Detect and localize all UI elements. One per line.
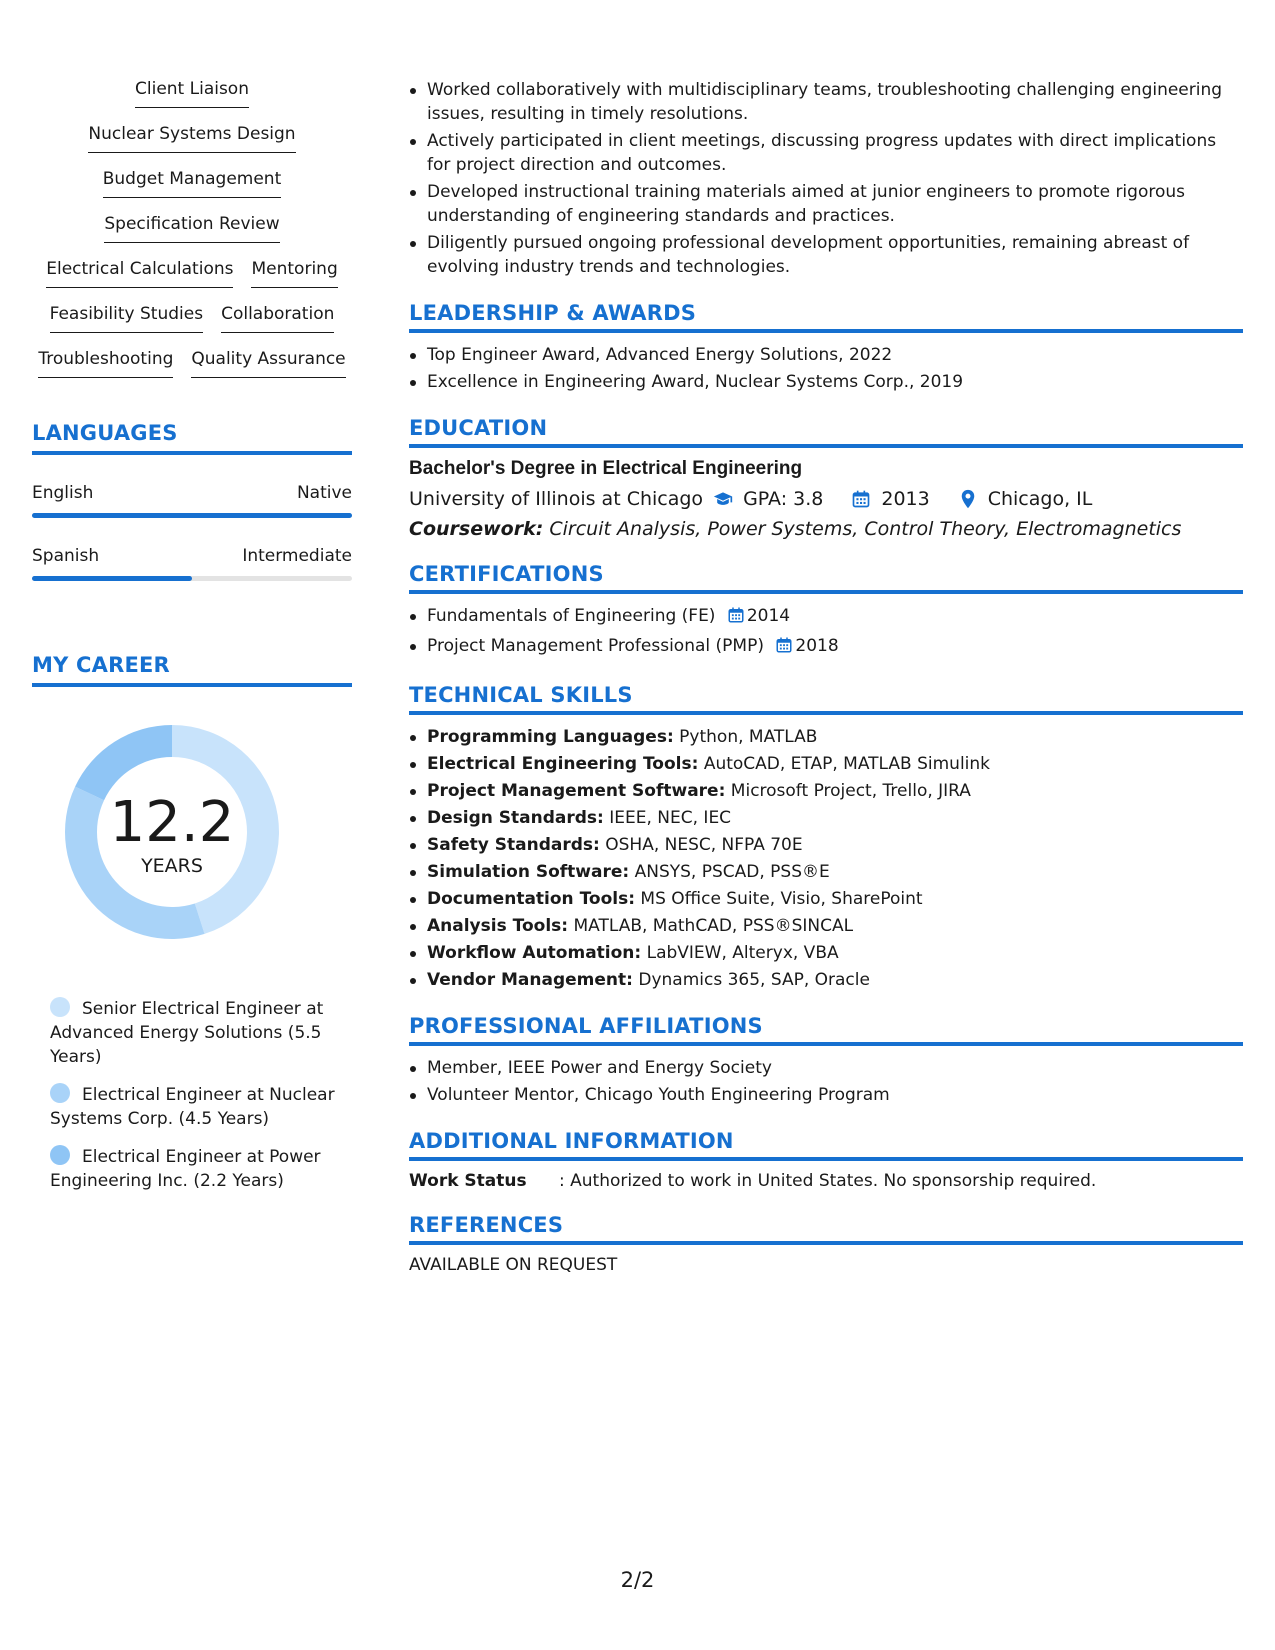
technical-skill-label: Safety Standards: <box>427 835 600 855</box>
language-name: Spanish <box>32 546 100 566</box>
skill-chip: Troubleshooting <box>38 348 173 378</box>
affiliations-title: PROFESSIONAL AFFILIATIONS <box>409 1014 1243 1046</box>
certifications-title: CERTIFICATIONS <box>409 562 1243 594</box>
references-text: AVAILABLE ON REQUEST <box>409 1255 618 1275</box>
language-bar <box>32 513 352 518</box>
skills-list <box>32 78 352 393</box>
skills-row <box>32 123 352 168</box>
list-item: Member, IEEE Power and Energy Society <box>427 1056 1243 1080</box>
languages-title: LANGUAGES <box>32 421 352 455</box>
technical-skill-item <box>427 833 1243 857</box>
education-school: University of Illinois at Chicago <box>409 488 704 510</box>
skills-row <box>32 213 352 258</box>
language-bar-fill <box>32 513 352 518</box>
language-row <box>32 483 352 503</box>
career-legend-label: Senior Electrical Engineer at Advanced Energy Solutions (5.5 Years) <box>50 999 324 1067</box>
skill-chip: Feasibility Studies <box>50 303 203 333</box>
additional-info-row <box>409 1171 1243 1191</box>
skill-chip: Mentoring <box>251 258 337 288</box>
technical-skill-value: Dynamics 365, SAP, Oracle <box>638 970 870 990</box>
technical-skills-list <box>409 725 1243 992</box>
language-name: English <box>32 483 94 503</box>
list-item: Diligently pursued ongoing professional development opportunities, remaining abreast of evolving industry trends and technologies. <box>427 231 1243 279</box>
language-bar <box>32 576 352 581</box>
technical-skill-label: Project Management Software: <box>427 781 726 801</box>
work-status-value: : Authorized to work in United States. No sponsorship required. <box>559 1171 1097 1191</box>
career-donut-segment <box>75 725 172 800</box>
certification-item <box>427 604 1243 631</box>
languages-list <box>32 483 352 581</box>
career-legend-item <box>50 1083 352 1131</box>
language-level: Native <box>296 483 352 503</box>
career-legend-label: Electrical Engineer at Power Engineering Inc. (2.2 Years) <box>50 1147 321 1191</box>
technical-skill-value: ANSYS, PSCAD, PSS®E <box>634 862 830 882</box>
list-item: Developed instructional training materials aimed at junior engineers to promote rigorous understanding of engineering standards and practices. <box>427 180 1243 228</box>
coursework-label: Coursework: <box>409 518 544 540</box>
technical-skill-value: IEEE, NEC, IEC <box>609 808 732 828</box>
career-section <box>32 653 352 1193</box>
skills-row <box>32 78 352 123</box>
skill-chip: Specification Review <box>104 213 279 243</box>
coursework-text: Circuit Analysis, Power Systems, Control Theory, Electromagnetics <box>549 518 1182 540</box>
calendar-icon <box>727 606 745 631</box>
technical-skill-label: Vendor Management: <box>427 970 633 990</box>
technical-skill-label: Design Standards: <box>427 808 604 828</box>
technical-skill-item <box>427 779 1243 803</box>
technical-skill-label: Workflow Automation: <box>427 943 642 963</box>
skills-row <box>32 168 352 213</box>
skill-chip: Electrical Calculations <box>46 258 233 288</box>
technical-skill-item <box>427 968 1243 992</box>
technical-skill-value: MS Office Suite, Visio, SharePoint <box>640 889 923 909</box>
language-row <box>32 546 352 566</box>
career-unit: YEARS <box>141 855 203 877</box>
technical-skill-value: AutoCAD, ETAP, MATLAB Simulink <box>703 754 991 774</box>
career-legend-item <box>50 997 352 1069</box>
leadership-list <box>409 343 1243 394</box>
technical-skill-item <box>427 941 1243 965</box>
language-bar-fill <box>32 576 192 581</box>
education-coursework <box>409 518 1243 540</box>
career-legend-label: Electrical Engineer at Nuclear Systems Corp. (4.5 Years) <box>50 1085 335 1129</box>
technical-skill-item <box>427 887 1243 911</box>
certification-name: Fundamentals of Engineering (FE) <box>427 606 716 626</box>
technical-skill-item <box>427 752 1243 776</box>
skill-chip: Collaboration <box>221 303 334 333</box>
education-details <box>409 488 1243 510</box>
list-item: Top Engineer Award, Advanced Energy Solutions, 2022 <box>427 343 1243 367</box>
technical-skill-label: Programming Languages: <box>427 727 674 747</box>
references-title: REFERENCES <box>409 1213 1243 1245</box>
leadership-title: LEADERSHIP & AWARDS <box>409 301 1243 333</box>
certifications-list <box>409 604 1243 661</box>
skill-chip: Budget Management <box>103 168 282 198</box>
technical-skill-value: OSHA, NESC, NFPA 70E <box>605 835 803 855</box>
technical-skills-title: TECHNICAL SKILLS <box>409 683 1243 715</box>
certification-name: Project Management Professional (PMP) <box>427 636 764 656</box>
skills-row <box>32 348 352 393</box>
experience-bullets <box>409 78 1243 279</box>
career-legend <box>32 997 352 1193</box>
technical-skill-item <box>427 806 1243 830</box>
career-legend-dot <box>50 997 70 1017</box>
technical-skill-value: LabVIEW, Alteryx, VBA <box>646 943 839 963</box>
list-item: Actively participated in client meetings, discussing progress updates with direct implications for project direction and outcomes. <box>427 129 1243 177</box>
certification-year: 2018 <box>795 636 839 656</box>
calendar-icon <box>851 489 871 509</box>
education-degree: Bachelor's Degree in Electrical Engineering <box>409 458 803 479</box>
work-status-label: Work Status <box>409 1171 527 1191</box>
education-location: Chicago, IL <box>987 488 1093 510</box>
list-item: Worked collaboratively with multidisciplinary teams, troubleshooting challenging engineering issues, resulting in timely resolutions. <box>427 78 1243 126</box>
technical-skill-item <box>427 725 1243 749</box>
technical-skill-label: Documentation Tools: <box>427 889 636 909</box>
certification-item <box>427 634 1243 661</box>
map-pin-icon <box>958 489 978 509</box>
page-number: 2/2 <box>620 1568 655 1592</box>
career-title: MY CAREER <box>32 653 352 687</box>
certification-year: 2014 <box>746 606 791 626</box>
skills-row <box>32 258 352 303</box>
technical-skill-value: Python, MATLAB <box>679 727 818 747</box>
right-column <box>409 78 1243 1275</box>
technical-skill-value: MATLAB, MathCAD, PSS®SINCAL <box>573 916 854 936</box>
technical-skill-value: Microsoft Project, Trello, JIRA <box>730 781 971 801</box>
language-level: Intermediate <box>242 546 352 566</box>
career-legend-dot <box>50 1145 70 1165</box>
technical-skill-item <box>427 914 1243 938</box>
education-year: 2013 <box>881 488 930 510</box>
career-donut <box>32 725 352 965</box>
list-item: Excellence in Engineering Award, Nuclear Systems Corp., 2019 <box>427 370 1243 394</box>
graduation-cap-icon <box>713 489 733 509</box>
technical-skill-label: Simulation Software: <box>427 862 630 882</box>
skill-chip: Quality Assurance <box>191 348 345 378</box>
education-title: EDUCATION <box>409 416 1243 448</box>
list-item: Volunteer Mentor, Chicago Youth Engineering Program <box>427 1083 1243 1107</box>
technical-skill-item <box>427 860 1243 884</box>
affiliations-list <box>409 1056 1243 1107</box>
career-legend-item <box>50 1145 352 1193</box>
technical-skill-label: Electrical Engineering Tools: <box>427 754 699 774</box>
skill-chip: Nuclear Systems Design <box>88 123 295 153</box>
calendar-icon <box>775 636 793 661</box>
languages-section <box>32 421 352 581</box>
career-legend-dot <box>50 1083 70 1103</box>
additional-info-title: ADDITIONAL INFORMATION <box>409 1129 1243 1161</box>
technical-skill-label: Analysis Tools: <box>427 916 569 936</box>
left-column <box>32 78 352 1207</box>
education-gpa: GPA: 3.8 <box>743 488 824 510</box>
skill-chip: Client Liaison <box>135 78 249 108</box>
skills-row <box>32 303 352 348</box>
career-total: 12.2 <box>109 790 235 855</box>
